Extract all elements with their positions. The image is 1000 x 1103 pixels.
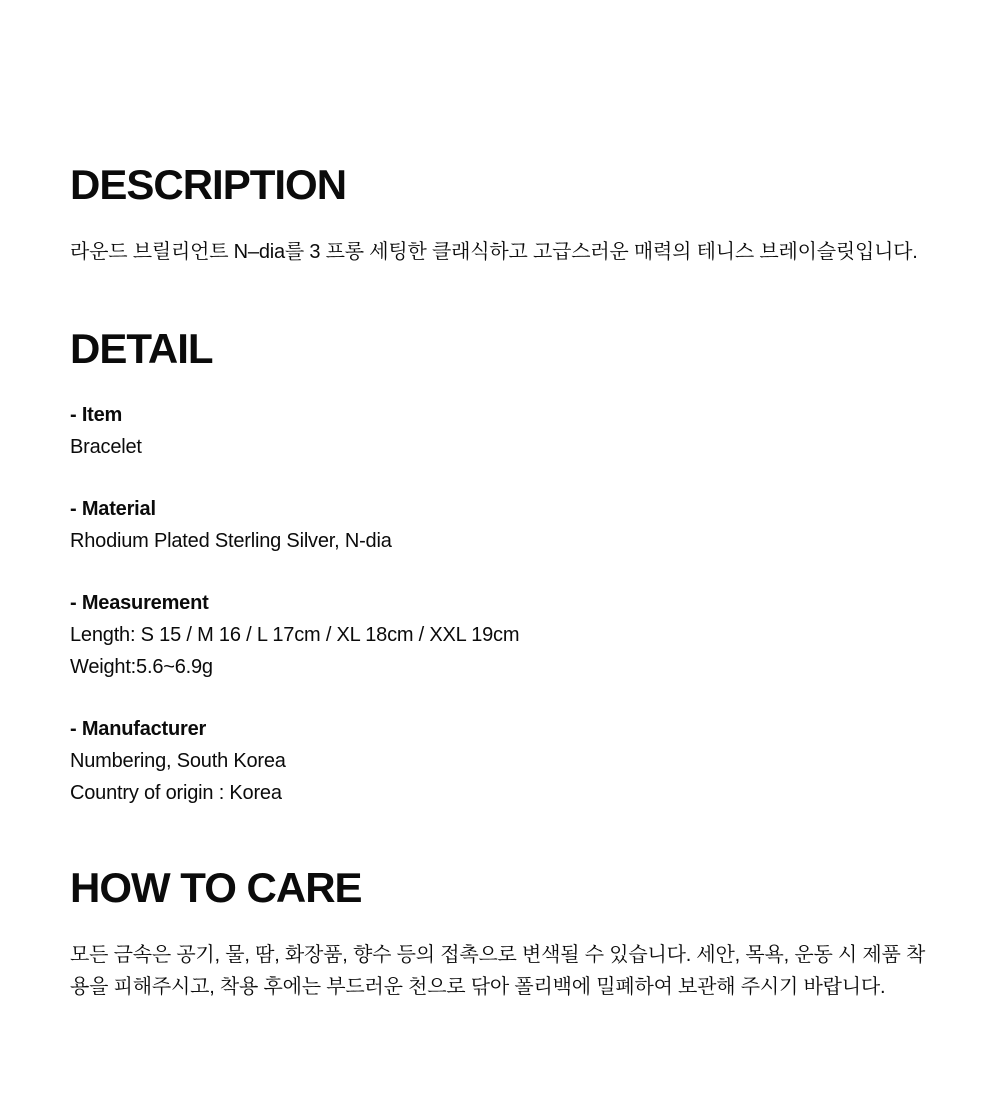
- detail-section: [70, 326, 936, 809]
- care-heading: HOW TO CARE: [70, 864, 362, 911]
- detail-block-item: [70, 399, 936, 463]
- description-section: [70, 162, 936, 268]
- care-section: [70, 865, 936, 1003]
- care-text-line-2: 피해주시고, 착용 후에는 부드러운 천으로 닦아 폴리백에 밀폐하여 보관해 주시기 바랍니다.: [113, 976, 886, 998]
- description-text: 라운드 브릴리언트 N–dia를 3 프롱 세팅한 클래식하고 고급스러운 매력의 테니스 브레이슬릿입니다.: [70, 241, 918, 263]
- detail-label-measurement: - Measurement: [70, 592, 209, 614]
- detail-value-item: Bracelet: [70, 436, 142, 458]
- detail-value-measurement-weight: Weight:5.6~6.9g: [70, 656, 213, 678]
- detail-label-material: - Material: [70, 498, 156, 520]
- care-text-line-1: 모든 금속은 공기, 물, 땀, 화장품, 향수 등의 접촉으로 변색될 수 있습니다. 세안, 목욕, 운동 시 제품 착용을: [70, 944, 926, 998]
- care-text: [70, 939, 936, 1003]
- description-heading: DESCRIPTION: [70, 161, 347, 208]
- detail-label-manufacturer: - Manufacturer: [70, 718, 207, 740]
- detail-value-measurement-length: Length: S 15 / M 16 / L 17cm / XL 18cm / XXL 19cm: [70, 624, 520, 646]
- detail-value-manufacturer-origin: Country of origin : Korea: [70, 782, 282, 804]
- detail-label-item: - Item: [70, 404, 123, 426]
- detail-heading: DETAIL: [70, 325, 213, 372]
- detail-block-manufacturer: [70, 713, 936, 809]
- detail-value-manufacturer-name: Numbering, South Korea: [70, 750, 286, 772]
- detail-block-measurement: [70, 587, 936, 683]
- detail-value-material: Rhodium Plated Sterling Silver, N-dia: [70, 530, 392, 552]
- detail-block-material: [70, 493, 936, 557]
